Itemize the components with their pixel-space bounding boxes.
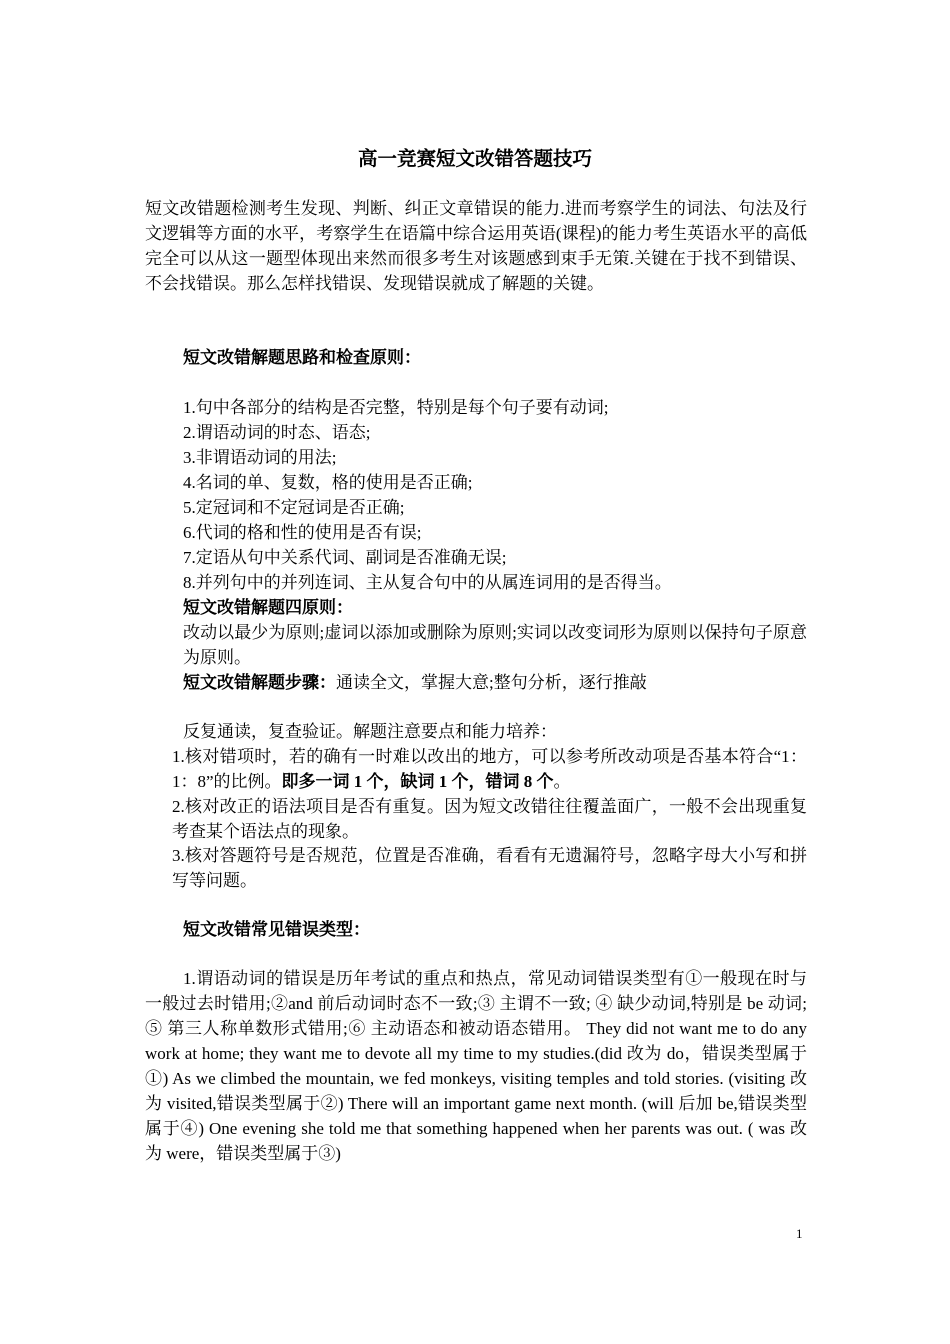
tip-1 bbox=[172, 744, 807, 794]
page-number: 1 bbox=[796, 1226, 803, 1241]
checklist-item: 8.并列句中的并列连词、主从复合句中的从属连词用的是否得当。 bbox=[183, 573, 672, 592]
tip-1-text: 1.核对错项时，若的确有一时难以改出的地方，可以参考所改动项是否基本符合“1：1：8”的比例。 bbox=[172, 747, 807, 791]
intro-paragraph: 短文改错题检测考生发现、判断、纠正文章错误的能力.进而考察学生的词法、句法及行文逻辑等方面的水平，考察学生在语篇中综合运用英语(课程)的能力考生英语水平的高低完全可以从这一题型体现出来然而很多考生对该题感到束手无策.关键在于找不到错误、不会找错误。那么怎样找错误、发现错误就成了解题的关键。 bbox=[145, 199, 807, 293]
checklist-item: 5.定冠词和不定冠词是否正确; bbox=[183, 498, 405, 517]
tip-2: 2.核对改正的语法项目是否有重复。因为短文改错往往覆盖面广，一般不会出现重复考查某个语法点的现象。 bbox=[172, 797, 807, 841]
section-heading-approach: 短文改错解题思路和检查原则： bbox=[183, 348, 421, 367]
tip-3: 3.核对答题符号是否规范，位置是否准确，看看有无遗漏符号，忽略字母大小写和拼写等问题。 bbox=[172, 846, 807, 890]
error-types-paragraph: 1.谓语动词的错误是历年考试的重点和热点，常见动词错误类型有①一般现在时与一般过去时错用;②and 前后动词时态不一致;③ 主谓不一致; ④ 缺少动词,特别是 be 动词; ⑤ 第三人称单数形式错用;⑥ 主动语态和被动语态错用。 They did not want me to do any work at home; they want me to devote all my time to my studies.(did 改为 do，错误类型属于①) As we climbed the mountain, we fed monkeys, visiting temples and told stories. (visiting 改为 visited,错误类型属于②) There will an important game next month. (will 后加 be,错误类型属于④) One evening she told me that something happened when her parents was out. ( was 改为 were，错误类型属于③) bbox=[145, 969, 807, 1163]
section-heading-error-types: 短文改错常见错误类型： bbox=[183, 920, 370, 939]
section-heading-principles: 短文改错解题四原则： bbox=[183, 598, 353, 617]
page-title: 高一竞赛短文改错答题技巧 bbox=[357, 149, 592, 170]
checklist bbox=[183, 395, 672, 595]
steps-line bbox=[183, 670, 647, 695]
tip-1-end: 。 bbox=[553, 772, 571, 791]
checklist-item: 2.谓语动词的时态、语态; bbox=[183, 423, 371, 442]
review-line: 反复通读，复查验证。解题注意要点和能力培养： bbox=[183, 722, 557, 741]
checklist-item: 7.定语从句中关系代词、副词是否准确无误; bbox=[183, 548, 507, 567]
checklist-item: 1.句中各部分的结构是否完整，特别是每个句子要有动词; bbox=[183, 398, 609, 417]
steps-text: 通读全文，掌握大意;整句分析，逐行推敲 bbox=[336, 673, 647, 692]
checklist-item: 4.名词的单、复数，格的使用是否正确; bbox=[183, 473, 473, 492]
section-heading-steps: 短文改错解题步骤： bbox=[183, 673, 336, 692]
checklist-item: 6.代词的格和性的使用是否有误; bbox=[183, 523, 422, 542]
checklist-item: 3.非谓语动词的用法; bbox=[183, 448, 337, 467]
tip-1-emphasis: 即多一词 1 个，缺词 1 个，错词 8 个 bbox=[281, 772, 554, 791]
principles-text: 改动以最少为原则;虚词以添加或删除为原则;实词以改变词形为原则以保持句子原意为原则。 bbox=[183, 623, 807, 667]
